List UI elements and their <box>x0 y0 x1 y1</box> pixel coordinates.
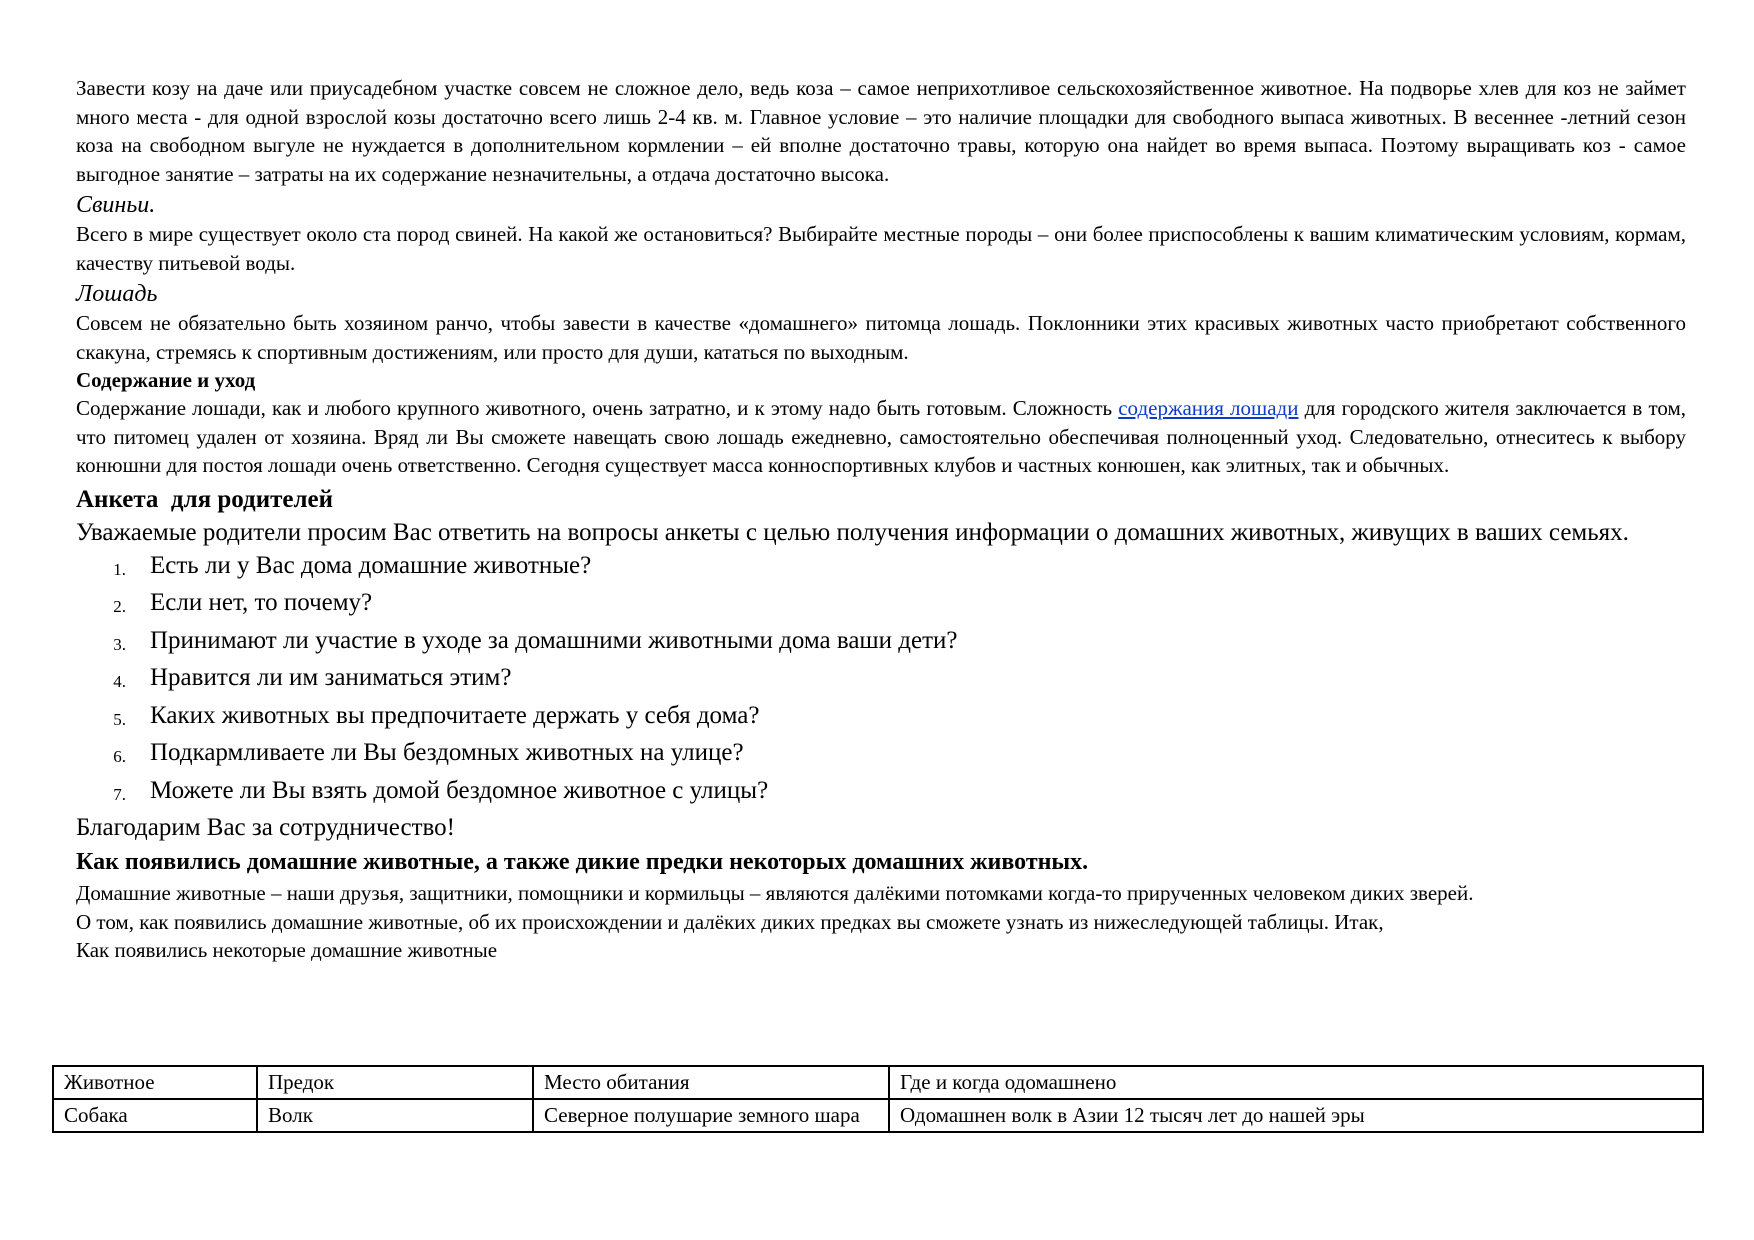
care-text-before-link: Содержание лошади, как и любого крупного животного, очень затратно, и к этому надо быть готовым. Сложность <box>76 396 1119 420</box>
cell-animal: Собака <box>53 1099 257 1132</box>
cell-domestication: Одомашнен волк в Азии 12 тысяч лет до нашей эры <box>889 1099 1703 1132</box>
cell-ancestor: Волк <box>257 1099 533 1132</box>
horse-heading: Лошадь <box>76 281 158 307</box>
question-number: 1. <box>113 559 126 579</box>
survey-heading: Анкета для родителей <box>76 485 334 513</box>
survey-questions-list <box>76 549 1686 812</box>
question-number: 3. <box>113 634 126 654</box>
question-number: 5. <box>113 709 126 729</box>
list-item <box>76 661 1686 699</box>
survey-thanks: Благодарим Вас за сотрудничество! <box>76 814 455 841</box>
list-item <box>76 699 1686 737</box>
document-page <box>76 74 1686 965</box>
question-text: Подкармливаете ли Вы бездомных животных на улице? <box>150 739 744 766</box>
column-header-animal: Животное <box>53 1066 257 1099</box>
table-row <box>53 1099 1703 1132</box>
question-number: 7. <box>113 784 126 804</box>
horse-care-link[interactable]: содержания лошади <box>1118 396 1299 420</box>
question-number: 4. <box>113 672 126 691</box>
origins-paragraph-1: Домашние животные – наши друзья, защитники, помощники и кормильцы – являются далёкими потомками когда-то прирученных человеком диких зверей. <box>76 881 1474 905</box>
pigs-paragraph: Всего в мире существует около ста пород свиней. На какой же остановиться? Выбирайте местные породы – они более приспособлены к вашим климатическим условиям, кормам, качеству питьевой воды. <box>76 222 1686 275</box>
column-header-domestication: Где и когда одомашнено <box>889 1066 1703 1099</box>
column-header-ancestor: Предок <box>257 1066 533 1099</box>
question-text: Нравится ли им заниматься этим? <box>150 664 512 691</box>
origins-heading: Как появились домашние животные, а также дикие предки некоторых домашних животных. <box>76 849 1089 875</box>
list-item <box>76 774 1686 812</box>
origins-paragraph-2: О том, как появились домашние животные, об их происхождении и далёких диких предках вы сможете узнать из нижеследующей таблицы. Итак, <box>76 909 1384 934</box>
list-item <box>76 624 1686 662</box>
list-item <box>76 586 1686 624</box>
column-header-habitat: Место обитания <box>533 1066 889 1099</box>
horse-paragraph: Совсем не обязательно быть хозяином ранчо, чтобы завести в качестве «домашнего» питомца лошадь. Поклонники этих красивых животных часто приобретают собственного скакуна, стремясь к спортивным достижениям, или просто для души, кататься по выходным. <box>76 311 1686 364</box>
care-heading: Содержание и уход <box>76 368 256 392</box>
pigs-heading: Свиньи. <box>76 192 156 218</box>
list-item <box>76 549 1686 587</box>
cell-habitat: Северное полушарие земного шара <box>533 1099 889 1132</box>
question-text: Каких животных вы предпочитаете держать у себя дома? <box>150 701 760 729</box>
question-number: 2. <box>113 597 126 616</box>
care-paragraph <box>76 394 1686 480</box>
question-text: Если нет, то почему? <box>150 589 373 616</box>
animals-origin-table <box>52 1065 1704 1133</box>
table-header-row <box>53 1066 1703 1099</box>
question-text: Есть ли у Вас дома домашние животные? <box>150 551 592 579</box>
table-caption: Как появились некоторые домашние животные <box>76 938 498 962</box>
question-text: Принимают ли участие в уходе за домашними животными дома ваши дети? <box>150 626 958 654</box>
list-item <box>76 736 1686 774</box>
goats-paragraph: Завести козу на даче или приусадебном участке совсем не сложное дело, ведь коза – самое неприхотливое сельскохозяйственное животное. На подворье хлев для коз не займет много места - для одной взрослой козы достаточно всего лишь 2-4 кв. м. Главное условие – это наличие площадки для свободного выпаса животных. В весеннее -летний сезон коза на свободном выгуле не нуждается в дополнительном кормлении – ей вполне достаточно травы, которую она найдет во время выпаса. Поэтому выращивать коз - самое выгодное занятие – затраты на их содержание незначительны, а отдача достаточно высока. <box>76 76 1686 186</box>
survey-intro: Уважаемые родители просим Вас ответить на вопросы анкеты с целью получения информации о домашних животных, живущих в ваших семьях. <box>76 518 1629 546</box>
question-text: Можете ли Вы взять домой бездомное животное с улицы? <box>150 776 769 804</box>
question-number: 6. <box>113 747 126 766</box>
care-text-after-link: для городского жителя заключается в том, что питомец удален от хозяина. Вряд ли Вы сможете навещать свою лошадь ежедневно, самостоятельно обеспечивая полноценный уход. Следовательно, отнеситесь к выбору конюшни для постоя лошади очень ответственно. Сегодня существует масса конноспортивных клубов и частных конюшен, как элитных, так и обычных. <box>76 396 1686 477</box>
